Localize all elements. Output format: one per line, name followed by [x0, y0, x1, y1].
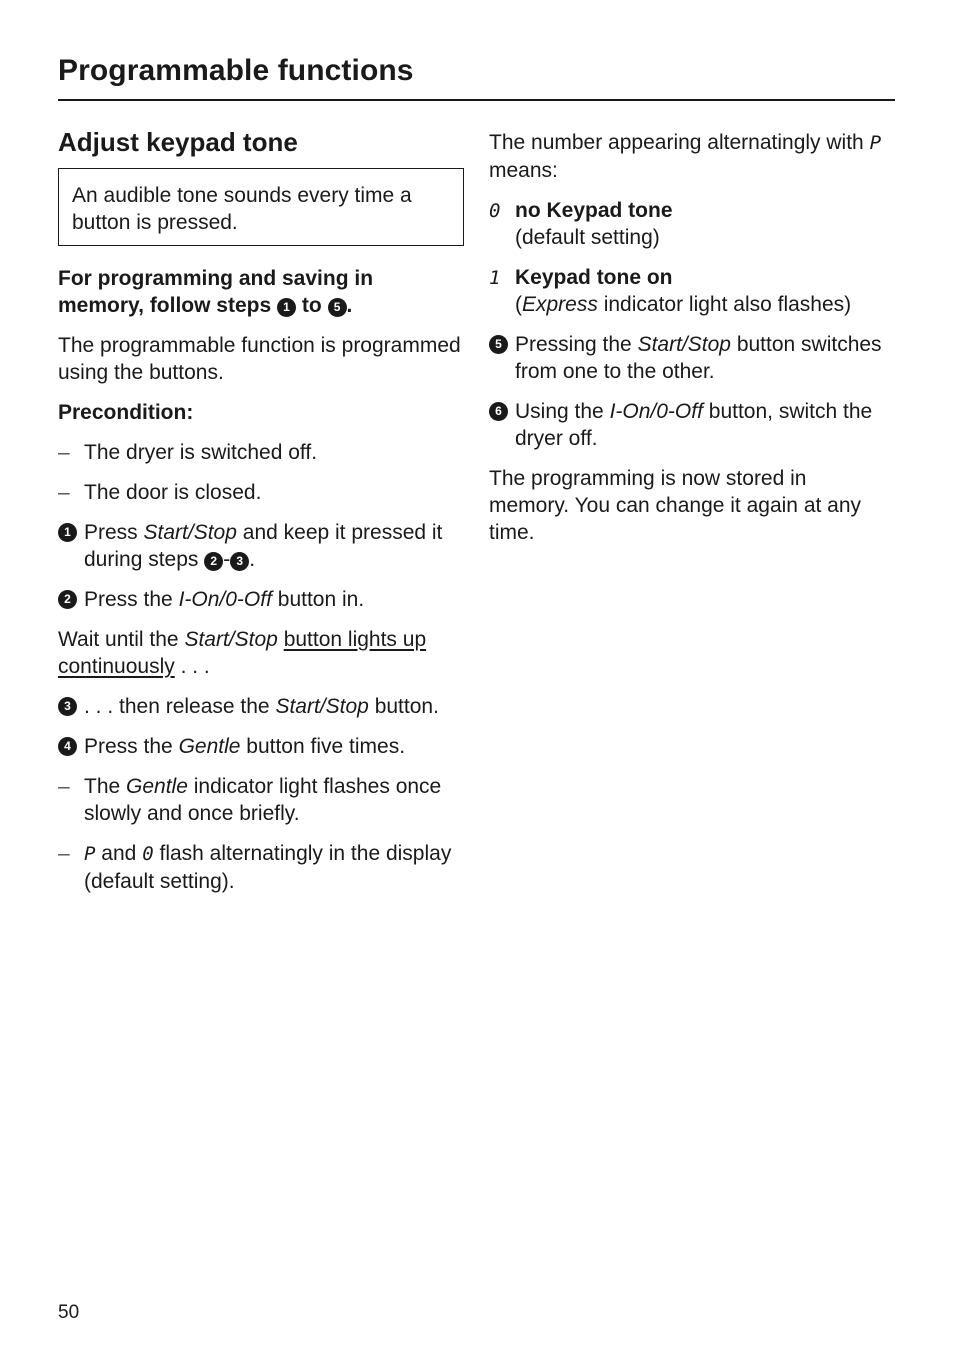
option-desc: (Express indicator light also flashes)	[515, 293, 852, 316]
meaning-intro: The number appearing alternatingly with P means:	[489, 131, 882, 182]
dash-icon: –	[58, 481, 70, 504]
step-number-icon: 2	[204, 552, 223, 571]
step-text: Press the I-On/0-Off button in.	[84, 588, 365, 611]
right-column	[489, 129, 889, 559]
step-number-icon: 3	[58, 697, 77, 716]
lead-text: For programming and saving in memory, follow steps	[58, 267, 374, 317]
display-symbol: P	[869, 132, 882, 154]
option-desc: (default setting)	[515, 226, 660, 249]
wait-text: Wait until the Start/Stop button lights up continuously . . .	[58, 628, 427, 678]
header-rule	[58, 99, 895, 101]
option-title: no Keypad tone	[515, 199, 673, 222]
result-item	[58, 840, 464, 895]
step-text: Using the I-On/0-Off button, switch the dryer off.	[515, 400, 873, 450]
display-symbol: 0	[142, 843, 154, 865]
note-text: An audible tone sounds every time a button is pressed.	[72, 184, 412, 234]
precondition-item	[58, 479, 464, 506]
step-text: Pressing the Start/Stop button switches from one to the other.	[515, 333, 882, 383]
option-no-keypad-tone	[489, 197, 889, 251]
step-3	[58, 693, 464, 720]
lead-punct: .	[346, 294, 353, 317]
page-header	[58, 52, 895, 101]
step-2	[58, 586, 464, 613]
result-text: The Gentle indicator light flashes once slowly and once briefly.	[84, 775, 442, 825]
result-item	[58, 773, 464, 827]
note-box	[58, 168, 464, 246]
step-6	[489, 398, 889, 452]
precondition-text: The dryer is switched off.	[84, 441, 318, 464]
result-text: P and 0 flash alternatingly in the display (default setting).	[84, 842, 452, 893]
dash-icon: –	[58, 775, 70, 798]
step-text: . . . then release the Start/Stop button.	[84, 695, 439, 718]
display-symbol: P	[84, 843, 96, 865]
step-text: Press Start/Stop and keep it pressed it during steps 2 - 3 .	[84, 521, 443, 571]
step-5	[489, 331, 889, 385]
step-number-icon: 3	[230, 552, 249, 571]
page-title: Programmable functions	[58, 54, 414, 87]
precondition-label: Precondition:	[58, 401, 194, 424]
step-number-icon: 1	[58, 523, 77, 542]
left-column	[58, 124, 464, 908]
option-title: Keypad tone on	[515, 266, 673, 289]
lead-instruction	[58, 265, 464, 319]
intro-text: The programmable function is programmed using the buttons.	[58, 334, 461, 384]
step-number-icon: 5	[328, 298, 347, 317]
option-keypad-tone-on	[489, 264, 889, 318]
step-text: Press the Gentle button five times.	[84, 735, 406, 758]
step-number-icon: 6	[489, 402, 508, 421]
dash-icon: –	[58, 842, 70, 865]
section-title: Adjust keypad tone	[58, 127, 298, 157]
display-symbol: 0	[489, 200, 501, 222]
display-symbol: 1	[489, 267, 501, 289]
closing-text: The programming is now stored in memory. You can change it again at any time.	[489, 467, 862, 544]
step-number-icon: 1	[277, 298, 296, 317]
step-4	[58, 733, 464, 760]
lead-to: to	[301, 294, 322, 317]
step-number-icon: 4	[58, 737, 77, 756]
precondition-item	[58, 439, 464, 466]
precondition-text: The door is closed.	[84, 481, 262, 504]
step-number-icon: 2	[58, 590, 77, 609]
step-number-icon: 5	[489, 335, 508, 354]
step-1	[58, 519, 464, 573]
dash-icon: –	[58, 441, 70, 464]
page-number: 50	[58, 1302, 80, 1323]
